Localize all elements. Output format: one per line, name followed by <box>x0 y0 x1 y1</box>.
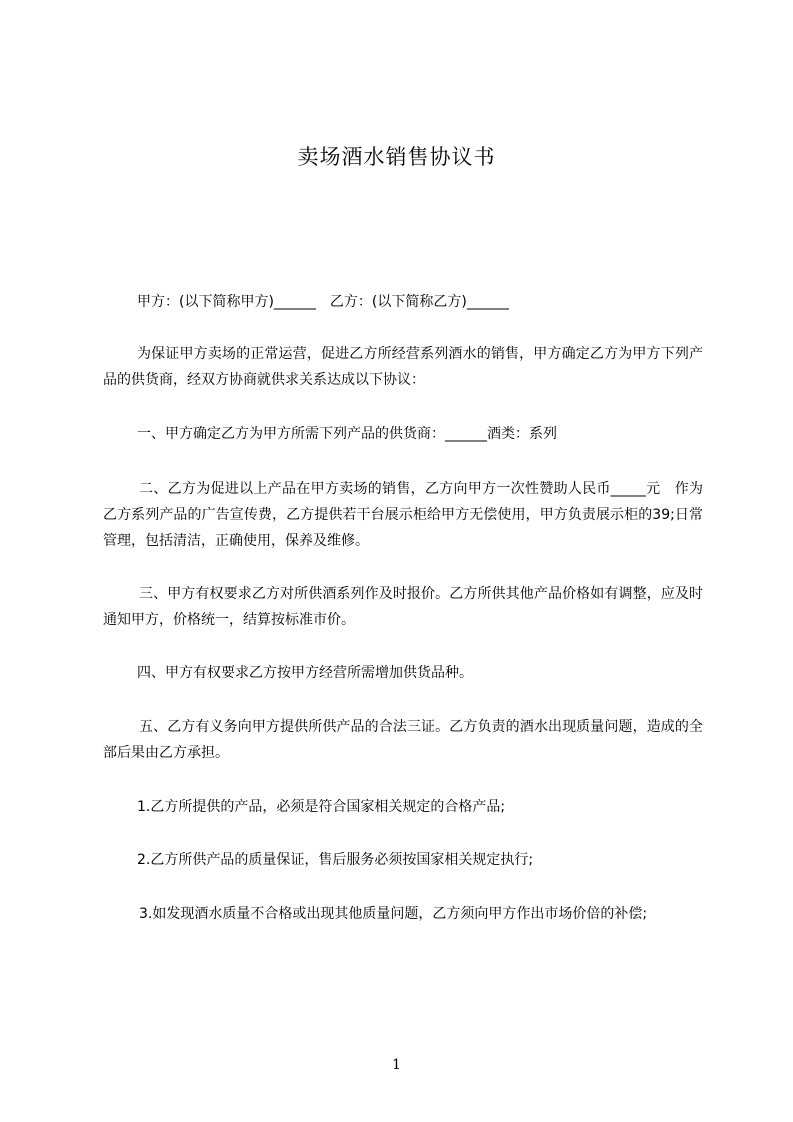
sub-clause-2: 2.乙方所供产品的质量保证，售后服务必须按国家相关规定执行; <box>137 852 534 868</box>
clause-2: 二、乙方为促进以上产品在甲方卖场的销售，乙方向甲方一次性赞助人民币_____元 作为乙方系列产品的广告宣传费，乙方提供若干台展示柜给甲方无偿使用，甲方负责展示柜的39;日常管理，包括清洁，正确使用，保养及维修。 <box>103 481 703 549</box>
parties-line: 甲方：(以下简称甲方)______ 乙方：(以下简称乙方)______ <box>137 294 509 310</box>
page-number: 1 <box>392 1057 401 1073</box>
clause-4: 四、甲方有权要求乙方按甲方经营所需增加供货品种。 <box>137 665 473 681</box>
document-title: 卖场酒水销售协议书 <box>297 145 496 169</box>
clause-3: 三、甲方有权要求乙方对所供酒系列作及时报价。乙方所供其他产品价格如有调整，应及时通知甲方，价格统一，结算按标准市价。 <box>103 586 703 628</box>
sub-clause-1: 1.乙方所提供的产品，必须是符合国家相关规定的合格产品; <box>137 799 506 815</box>
sub-clause-3: 3.如发现酒水质量不合格或出现其他质量问题，乙方须向甲方作出市场价倍的补偿; <box>139 906 648 922</box>
clause-5: 五、乙方有义务向甲方提供所供产品的合法三证。乙方负责的酒水出现质量问题，造成的全部后果由乙方承担。 <box>103 719 703 761</box>
clause-1: 一、甲方确定乙方为甲方所需下列产品的供货商：______酒类：系列 <box>137 426 557 442</box>
paragraph-intro: 为保证甲方卖场的正常运营，促进乙方所经营系列酒水的销售，甲方确定乙方为甲方下列产品的供货商，经双方协商就供求关系达成以下协议： <box>103 346 703 388</box>
